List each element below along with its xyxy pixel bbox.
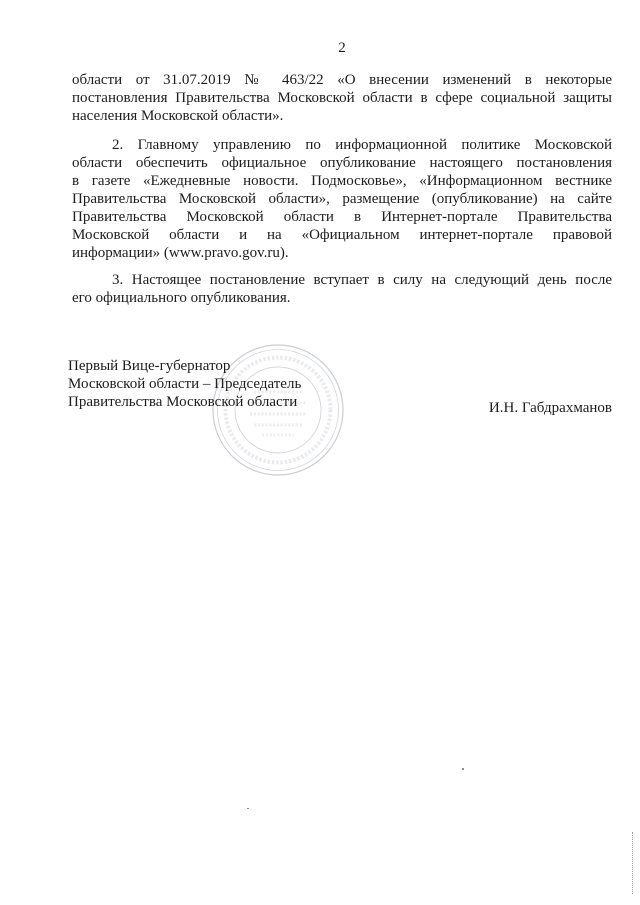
paragraph-1-continuation [72,71,612,125]
paragraph-3 [72,271,612,307]
text-line: в газете «Ежедневные новости. Подмосковье», «Информационном вестнике [72,173,612,189]
text-line: области обеспечить официальное опубликование настоящего постановления [72,155,612,171]
text-line: его официального опубликования. [72,290,291,306]
scan-speck [247,808,249,809]
signatory-position-line: Московской области – Председатель [68,376,302,392]
text-line: Правительства Московской области в Интернет-портале Правительства [72,209,612,225]
signatory-position [68,357,301,411]
paragraph-2 [72,136,612,262]
text-line: 2. Главному управлению по информационной политике Московской [112,137,612,153]
text-line: постановления Правительства Московской области в сфере социальной защиты [72,90,612,106]
text-line: Московской области и на «Официальном интернет-портале правовой [72,227,612,243]
scan-speck [462,768,464,770]
page-number: 2 [338,40,346,56]
signatory-position-line: Правительства Московской области [68,394,298,410]
text-line: области от 31.07.2019 № 463/22 «О внесении изменений в некоторые [72,72,612,88]
signatory-position-line: Первый Вице-губернатор [68,358,231,374]
text-line: информации» (www.pravo.gov.ru). [72,245,289,261]
signatory-name: И.Н. Габдрахманов [488,400,612,416]
text-line: 3. Настоящее постановление вступает в силу на следующий день после [112,272,612,288]
scan-edge-artifact [632,832,633,894]
text-line: населения Московской области». [72,108,284,124]
text-line: Правительства Московской области», размещение (опубликование) на сайте [72,191,612,207]
